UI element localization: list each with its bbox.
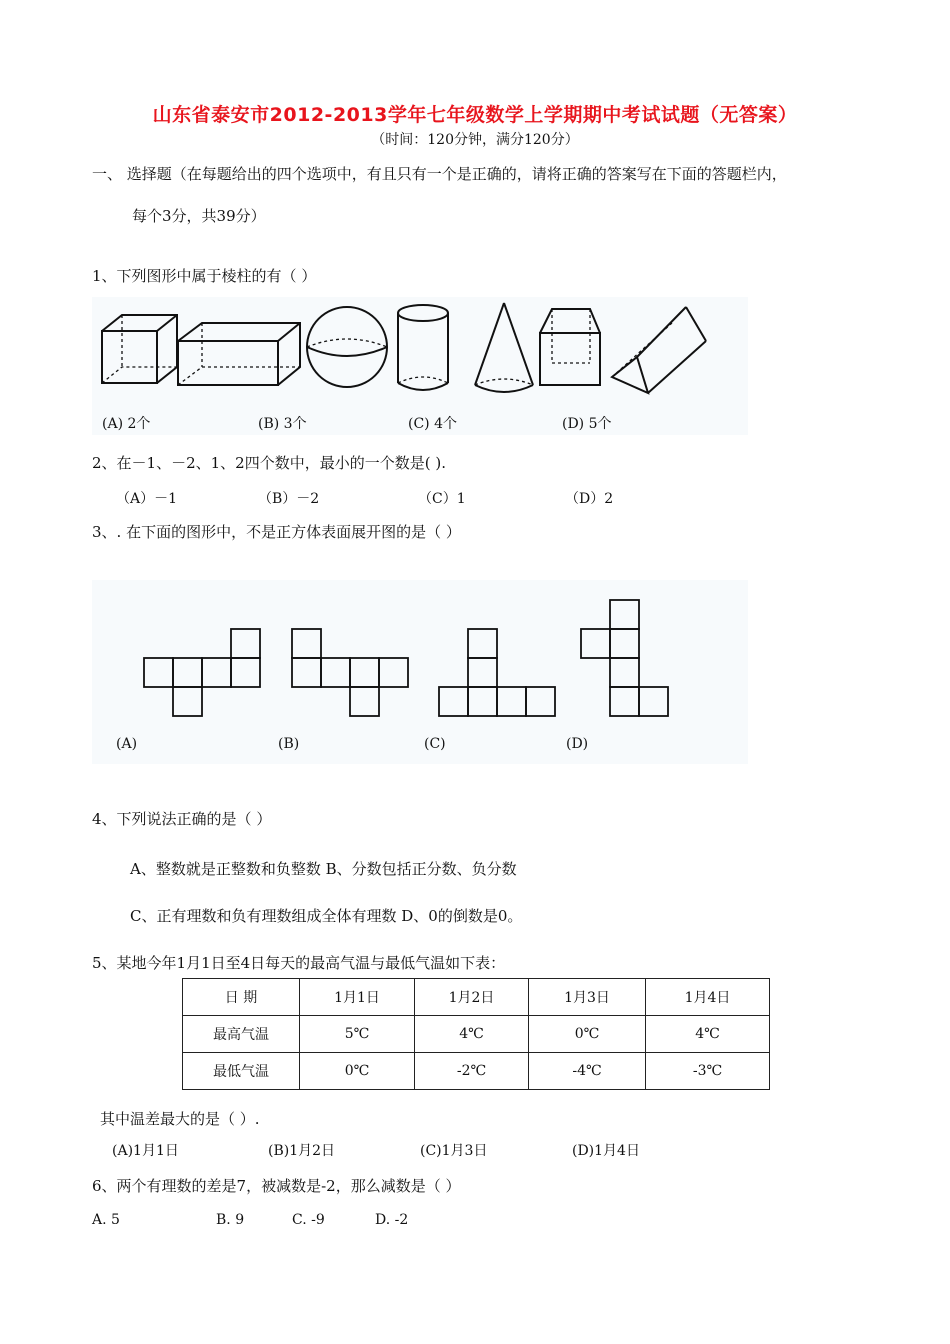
question-6: 6、两个有理数的差是7，被减数是-2，那么减数是（ ） xyxy=(92,1177,461,1195)
table-header-cell: 1月3日 xyxy=(529,979,646,1016)
cylinder-shape xyxy=(398,305,448,390)
q5-option-a: (A)1月1日 xyxy=(112,1143,179,1159)
table-cell: -2℃ xyxy=(415,1053,529,1090)
q3-option-b: (B) xyxy=(278,736,300,752)
cuboid-shape xyxy=(178,323,300,385)
frustum-shape xyxy=(540,309,600,385)
q2-option-d: （D）2 xyxy=(565,491,614,507)
table-cell: -4℃ xyxy=(529,1053,646,1090)
net-c xyxy=(439,629,555,716)
table-cell: 4℃ xyxy=(646,1016,770,1053)
q3-option-d: (D) xyxy=(566,736,589,752)
q6-option-b: B. 9 xyxy=(216,1212,245,1228)
table-cell: -3℃ xyxy=(646,1053,770,1090)
q2-option-b: （B）－2 xyxy=(258,491,320,507)
question-5: 5、某地今年1月1日至4日每天的最高气温与最低气温如下表： xyxy=(92,954,506,972)
q1-option-c: (C) 4个 xyxy=(408,416,457,432)
table-header-cell: 1月4日 xyxy=(646,979,770,1016)
question-3: 3、. 在下面的图形中，不是正方体表面展开图的是（ ） xyxy=(92,523,461,541)
q4-options-cd: C、正有理数和负有理数组成全体有理数 D、0的倒数是0。 xyxy=(130,907,523,925)
document-title: 山东省泰安市2012-2013学年七年级数学上学期期中考试试题（无答案） xyxy=(152,104,798,126)
question-4: 4、下列说法正确的是（ ） xyxy=(92,810,272,828)
question-1: 1、下列图形中属于棱柱的有（ ） xyxy=(92,267,317,285)
sphere-shape xyxy=(307,307,387,387)
q2-option-a: （A）－1 xyxy=(116,491,178,507)
q6-option-c: C. -9 xyxy=(292,1212,325,1228)
table-cell: 4℃ xyxy=(415,1016,529,1053)
nets-drawing xyxy=(92,580,748,764)
net-a xyxy=(144,629,260,716)
table-cell: 最高气温 xyxy=(183,1016,300,1053)
table-cell: 0℃ xyxy=(300,1053,415,1090)
nets-figure xyxy=(92,580,748,764)
q1-option-d: (D) 5个 xyxy=(562,416,612,432)
q3-option-a: (A) xyxy=(116,736,138,752)
q5-option-d: (D)1月4日 xyxy=(572,1143,640,1159)
q1-option-a: (A) 2个 xyxy=(102,416,151,432)
triangular-prism-shape xyxy=(612,307,706,393)
table-cell: 0℃ xyxy=(529,1016,646,1053)
table-header-cell: 日 期 xyxy=(183,979,300,1016)
q1-option-b: (B) 3个 xyxy=(258,416,307,432)
table-row xyxy=(183,1016,770,1053)
cone-shape xyxy=(475,303,533,392)
q5-option-c: (C)1月3日 xyxy=(420,1143,488,1159)
q2-option-c: （C）1 xyxy=(418,491,466,507)
net-b xyxy=(292,629,408,716)
table-header-cell: 1月2日 xyxy=(415,979,529,1016)
table-row xyxy=(183,1053,770,1090)
cube-shape xyxy=(102,315,177,383)
temperature-table xyxy=(182,978,770,1090)
section-heading: 一、 选择题（在每题给出的四个选项中，有且只有一个是正确的，请将正确的答案写在下面的答题栏内， xyxy=(92,165,787,183)
q6-option-a: A. 5 xyxy=(92,1212,120,1228)
table-cell: 5℃ xyxy=(300,1016,415,1053)
table-cell: 最低气温 xyxy=(183,1053,300,1090)
q6-option-d: D. -2 xyxy=(375,1212,409,1228)
q5-option-b: (B)1月2日 xyxy=(268,1143,336,1159)
exam-info: （时间：120分钟，满分120分） xyxy=(371,132,579,148)
q5-followup: 其中温差最大的是（ ）. xyxy=(100,1110,260,1128)
question-2: 2、在－1、－2、1、2四个数中，最小的一个数是( ). xyxy=(92,454,446,472)
q3-option-c: (C) xyxy=(424,736,446,752)
table-header-row xyxy=(183,979,770,1016)
net-d xyxy=(581,600,668,716)
section-heading-cont: 每个3分，共39分） xyxy=(132,207,266,225)
q4-options-ab: A、整数就是正整数和负整数 B、分数包括正分数、负分数 xyxy=(130,860,517,878)
table-header-cell: 1月1日 xyxy=(300,979,415,1016)
solids-figure xyxy=(92,297,748,435)
